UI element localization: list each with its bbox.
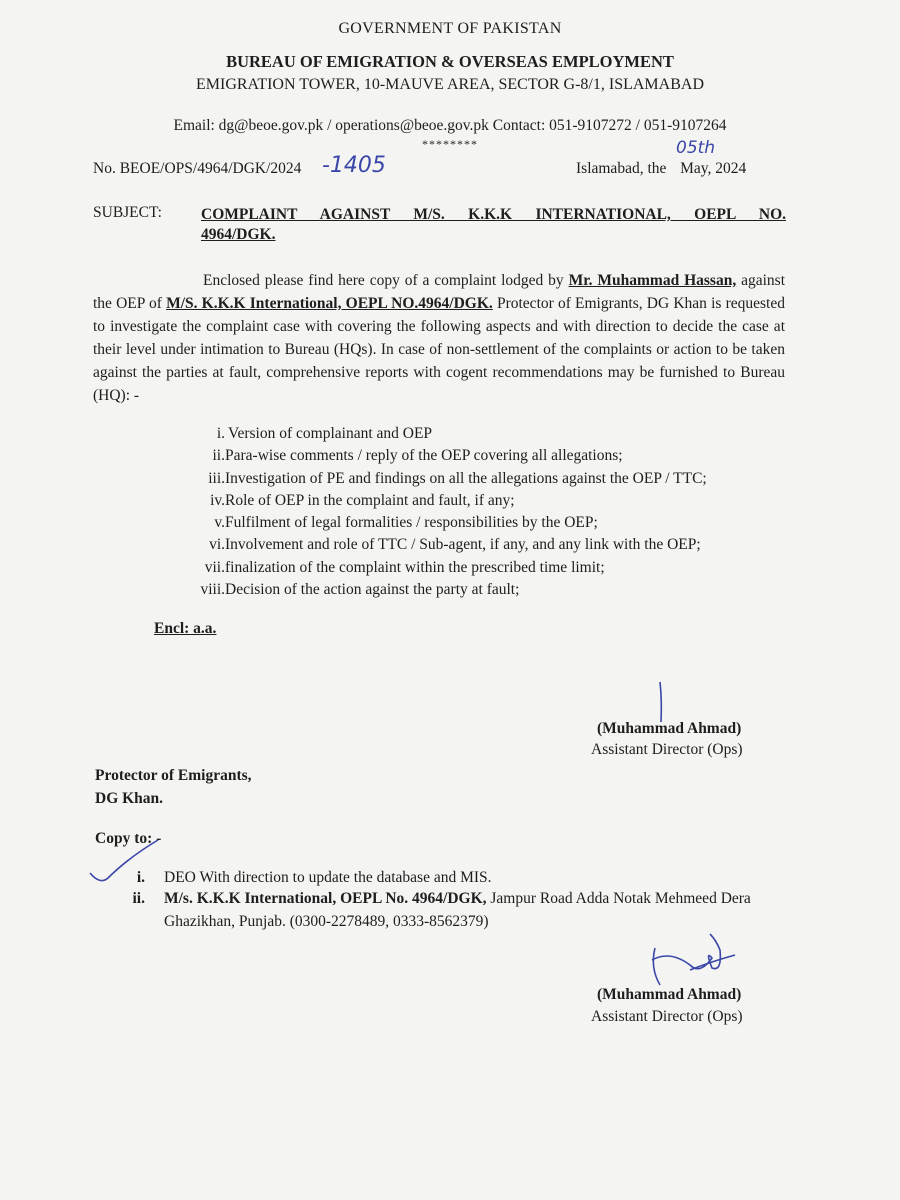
addressee-line-2: DG Khan.	[95, 790, 164, 807]
list-item: iii. Investigation of PE and findings on all the allegations against the OEP / TTC;	[208, 469, 707, 487]
separator-stars: ********	[422, 137, 478, 151]
bureau-address: EMIGRATION TOWER, 10-MAUVE AREA, SECTOR G-8/1, ISLAMABAD	[195, 76, 704, 93]
reference-number-text: No. BEOE/OPS/4964/DGK/2024	[93, 160, 302, 177]
signature-scribble	[652, 934, 735, 985]
signatory-title: Assistant Director (Ops)	[591, 1008, 743, 1025]
copy-to-label: Copy to: -	[95, 830, 162, 847]
list-item: viii. Decision of the action against the party at fault;	[200, 581, 520, 599]
addressee-line-1: Protector of Emigrants,	[95, 767, 252, 784]
oep-name: M/S. K.K.K International, OEPL NO.4964/DGK.	[166, 295, 493, 312]
copy-tick-mark	[90, 840, 158, 881]
signatory-name: (Muhammad Ahmad)	[597, 986, 742, 1003]
copy-item: i. DEO With direction to update the database and MIS.	[136, 869, 492, 886]
subject-line-1: COMPLAINT AGAINST M/S. K.K.K INTERNATIONAL, OEPL NO.	[201, 206, 786, 223]
government-heading: GOVERNMENT OF PAKISTAN	[338, 20, 562, 37]
enclosure-note: Encl: a.a.	[154, 620, 217, 637]
date-prefix: Islamabad, the	[576, 160, 667, 177]
subject-label: SUBJECT:	[93, 204, 162, 221]
body-part-2: against the OEP of	[93, 272, 786, 312]
list-item: ii. Para-wise comments / reply of the OEP covering all allegations;	[212, 447, 623, 465]
signatory-name: (Muhammad Ahmad)	[597, 720, 742, 737]
complainant-name: Mr. Muhammad Hassan,	[568, 272, 737, 289]
list-item: i. Version of complainant and OEP	[216, 425, 433, 442]
list-item: vii. finalization of the complaint within the prescribed time limit;	[204, 558, 605, 576]
date-month-year: May, 2024	[680, 160, 747, 177]
contact-line: Email: dg@beoe.gov.pk / operations@beoe.gov.pk Contact: 051-9107272 / 051-9107264	[173, 117, 727, 134]
list-item: iv. Role of OEP in the complaint and fault, if any;	[210, 491, 515, 509]
copy-item: ii. M/s. K.K.K International, OEPL No. 4964/DGK, Jampur Road Adda Notak Mehmeed Dera Ghazikhan, Punjab. (0300-2278489, 0333-8562379)	[132, 890, 751, 930]
handwritten-day: 05th	[676, 138, 716, 158]
list-item: vi. Involvement and role of TTC / Sub-agent, if any, and any link with the OEP;	[209, 536, 701, 554]
initial-stroke	[660, 682, 661, 722]
list-item: v. Fulfilment of legal formalities / responsibilities by the OEP;	[214, 514, 598, 532]
signatory-title: Assistant Director (Ops)	[591, 741, 743, 758]
body-part-3: Protector of Emigrants, DG Khan is requested to investigate the complaint case with covering the following aspects and with direction to decide the case at their level under intimation to Bureau (HQs). In case of non-settlement of the complaints or action to be taken against the parties at fault, comprehensive reports with cogent recommendations may be furnished to Bureau (HQ): -	[93, 295, 785, 404]
body-part-1: Enclosed please find here copy of a complaint lodged by	[203, 272, 569, 289]
handwritten-diary-number: -1405	[322, 153, 386, 178]
bureau-heading: BUREAU OF EMIGRATION & OVERSEAS EMPLOYMENT	[226, 52, 674, 71]
subject-line-2: 4964/DGK.	[201, 226, 276, 243]
